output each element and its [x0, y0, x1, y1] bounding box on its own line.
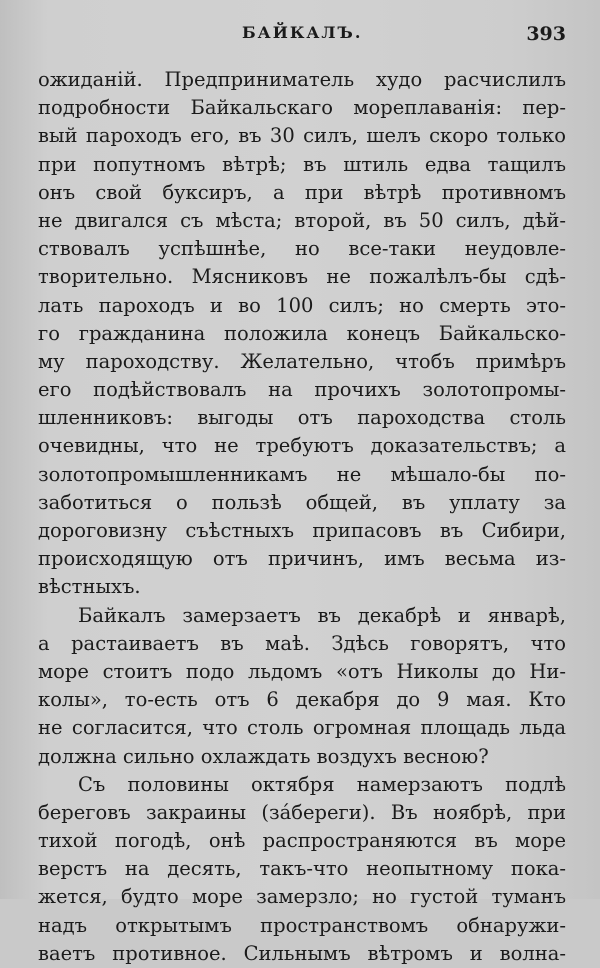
text-line: ожиданій. Предприниматель худо расчислилъ [38, 68, 566, 91]
text-line: при попутномъ вѣтрѣ; въ штиль едва тащилъ [38, 152, 566, 176]
text-line: заботиться о пользѣ общей, въ уплату за [38, 490, 566, 514]
text-line: верстъ на десять, такъ-что неопытному пока- [38, 857, 566, 881]
text-line: не двигался съ мѣста; второй, въ 50 силъ, дѣй- [38, 208, 566, 232]
text-line: надъ открытымъ пространствомъ обнаружи- [38, 913, 566, 937]
page-number: 393 [526, 23, 566, 45]
running-head [0, 23, 600, 49]
text-line: золотопромышленникамъ не мѣшало-бы по- [38, 462, 566, 486]
text-line: му пароходству. Желательно, чтобъ примѣръ [38, 349, 566, 373]
body-text [38, 66, 566, 968]
text-line: а растаиваетъ въ маѣ. Здѣсь говорятъ, что [38, 631, 566, 655]
paragraph-1 [38, 66, 566, 602]
paragraph-3 [38, 771, 566, 968]
text-line: подробности Байкальскаго мореплаванія: пер- [38, 96, 566, 120]
text-line: шленниковъ: выгоды отъ пароходства столь [38, 406, 566, 430]
text-line: Съ половины октября намерзаютъ подлѣ [78, 772, 566, 796]
text-line: Байкалъ замерзаетъ въ декабрѣ и январѣ, [78, 603, 566, 627]
text-line: творительно. Мясниковъ не пожалѣлъ-бы сдѣ- [38, 265, 566, 289]
text-line: его подѣйствовалъ на прочихъ золотопромы- [38, 378, 566, 402]
running-title: БАЙКАЛЪ. [242, 23, 363, 42]
text-line: дороговизну съѣстныхъ припасовъ въ Сибири, [38, 519, 566, 542]
text-line: ваетъ противное. Сильнымъ вѣтромъ и волна- [38, 941, 566, 965]
text-line: не согласится, что столь огромная площадь льда [38, 716, 566, 740]
text-line: онъ свой буксиръ, а при вѣтрѣ противномъ [38, 180, 566, 204]
text-line: тихой погодѣ, онѣ распространяются въ море [38, 829, 566, 853]
text-line: го гражданина положила конецъ Байкальско- [38, 321, 566, 345]
text-line: вѣстныхъ. [38, 575, 141, 599]
paragraph-2 [38, 602, 566, 771]
text-line: береговъ закраины (зáбереги). Въ ноябрѣ, при [38, 800, 566, 824]
text-line: жется, будто море замерзло; но густой туманъ [38, 885, 566, 909]
text-line: очевидны, что не требуютъ доказательствъ; а [38, 434, 566, 458]
text-line: лать пароходъ и во 100 силъ; но смерть это- [38, 293, 566, 317]
text-line: происходящую отъ причинъ, имъ весьма из- [38, 547, 566, 571]
text-line: должна сильно охлаждать воздухъ весною? [38, 744, 489, 768]
text-line: море стоитъ подо льдомъ «отъ Николы до Ни- [38, 659, 566, 683]
text-line: ствовалъ успѣшнѣе, но все-таки неудовле- [38, 237, 566, 261]
text-line: вый пароходъ его, въ 30 силъ, шелъ скоро только [38, 124, 566, 148]
text-line: колы», то-есть отъ 6 декабря до 9 мая. Кто [38, 688, 566, 712]
